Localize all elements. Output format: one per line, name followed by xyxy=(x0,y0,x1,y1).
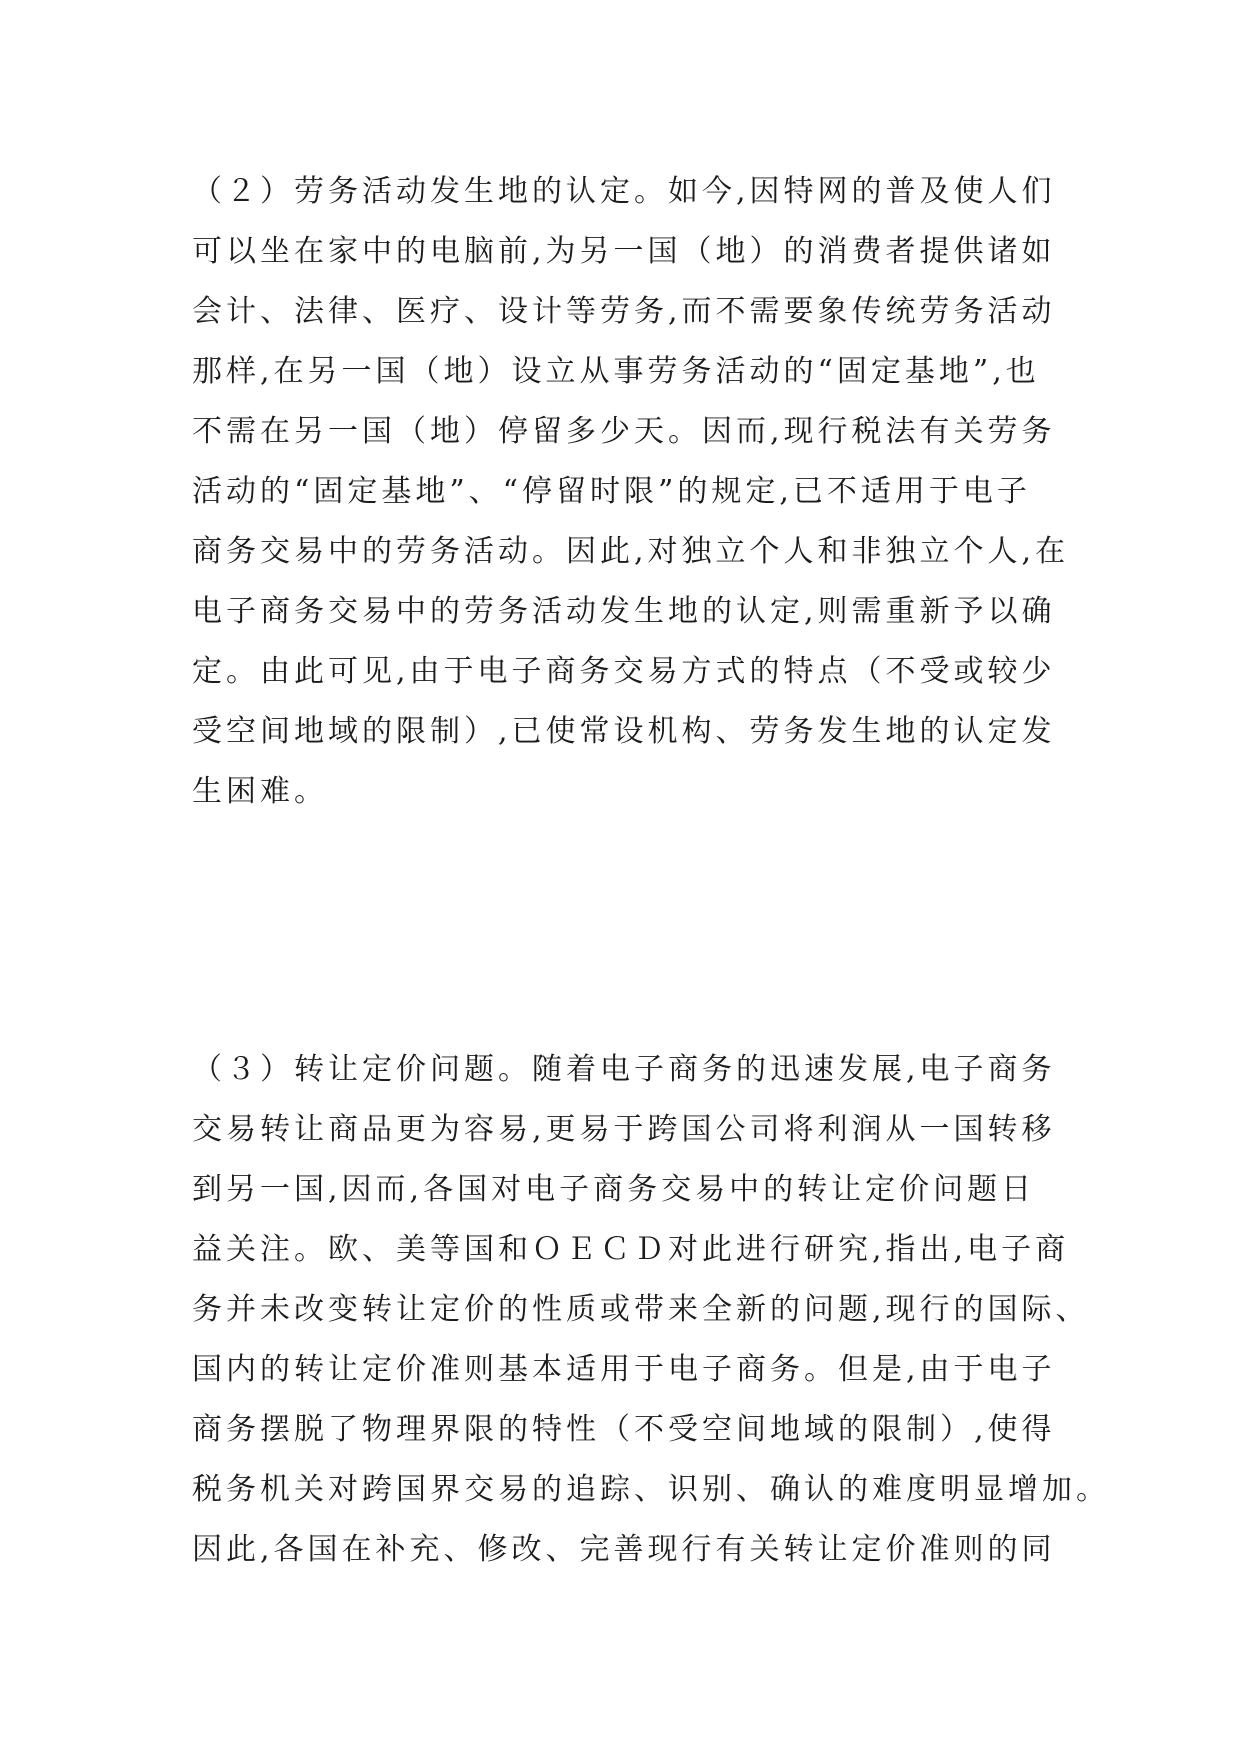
text-line: 受空间地域的限制）,已使常设机构、劳务发生地的认定发 xyxy=(192,714,1056,749)
text-line: 定。由此可见,由于电子商务交易方式的特点（不受或较少 xyxy=(192,654,1056,689)
text-line: （３）转让定价问题。随着电子商务的迅速发展,电子商务 xyxy=(192,1052,1056,1087)
text-line: 会计、法律、医疗、设计等劳务,而不需要象传统劳务活动 xyxy=(192,294,1056,329)
text-line: （２）劳务活动发生地的认定。如今,因特网的普及使人们 xyxy=(192,174,1056,209)
text-line: 电子商务交易中的劳务活动发生地的认定,则需重新予以确 xyxy=(192,594,1056,629)
text-line: 务并未改变转让定价的性质或带来全新的问题,现行的国际、 xyxy=(192,1292,1090,1327)
text-line: 商务交易中的劳务活动。因此,对独立个人和非独立个人,在 xyxy=(192,534,1070,569)
text-line: 税务机关对跨国界交易的追踪、识别、确认的难度明显增加。 xyxy=(192,1472,1110,1507)
text-line: 活动的“固定基地”、“停留时限”的规定,已不适用于电子 xyxy=(192,474,1031,509)
text-line: 国内的转让定价准则基本适用于电子商务。但是,由于电子 xyxy=(192,1352,1056,1387)
text-line: 生困难。 xyxy=(192,774,328,809)
text-line: 交易转让商品更为容易,更易于跨国公司将利润从一国转移 xyxy=(192,1112,1056,1147)
paragraph-transfer-pricing xyxy=(192,1040,1110,1580)
text-line: 可以坐在家中的电脑前,为另一国（地）的消费者提供诸如 xyxy=(192,234,1056,269)
paragraph-labor-service-location xyxy=(192,162,1072,822)
text-line: 商务摆脱了物理界限的特性（不受空间地域的限制）,使得 xyxy=(192,1412,1056,1447)
text-line: 益关注。欧、美等国和ＯＥＣＤ对此进行研究,指出,电子商 xyxy=(192,1232,1070,1267)
text-line: 那样,在另一国（地）设立从事劳务活动的“固定基地”,也 xyxy=(192,354,1040,389)
text-line: 因此,各国在补充、修改、完善现行有关转让定价准则的同 xyxy=(192,1532,1056,1567)
text-line: 到另一国,因而,各国对电子商务交易中的转让定价问题日 xyxy=(192,1172,1036,1207)
text-line: 不需在另一国（地）停留多少天。因而,现行税法有关劳务 xyxy=(192,414,1056,449)
